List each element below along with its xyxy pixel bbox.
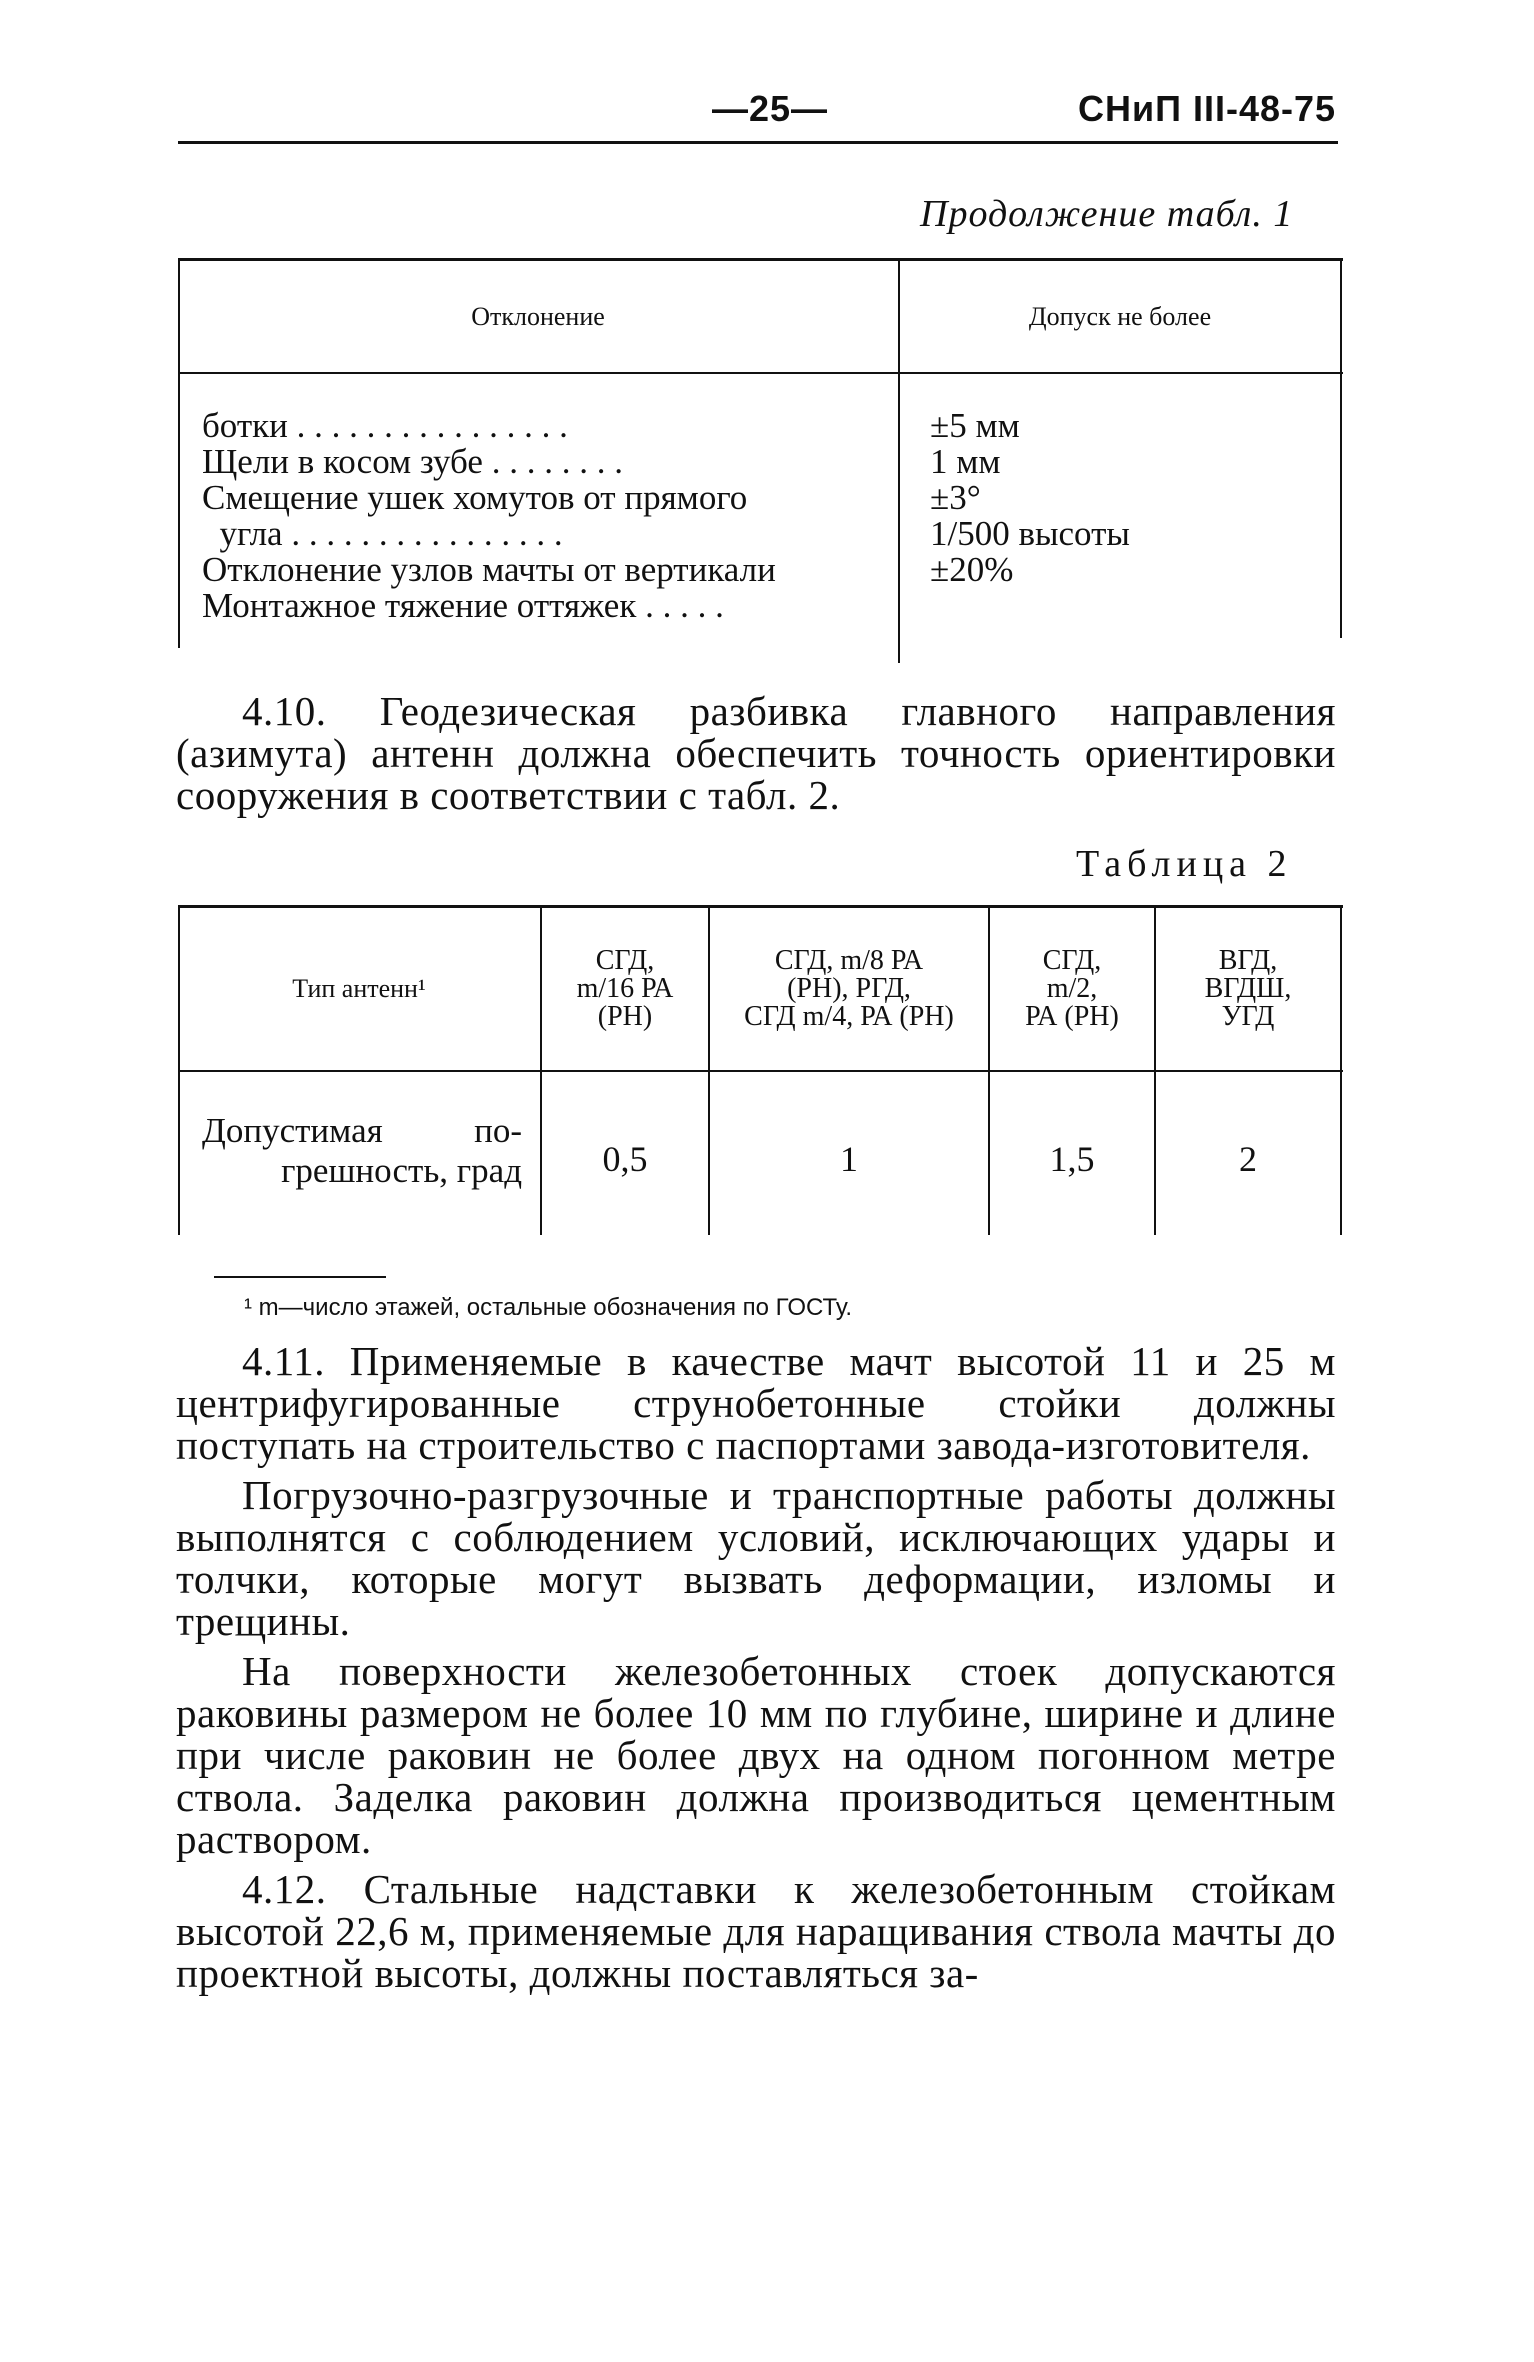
header-line: m/2,	[1046, 973, 1098, 1004]
table2-header-col1	[542, 947, 708, 1031]
header-line: СГД m/4, РА (РН)	[744, 1001, 954, 1032]
table1-row-label: Щели в косом зубе . . . . . . . .	[202, 442, 623, 481]
section-4-11	[176, 1340, 1336, 1994]
table2-header-col2	[710, 947, 988, 1031]
table2-caption: Таблица 2	[1076, 843, 1293, 885]
header-line: ВГД,	[1218, 945, 1278, 976]
table1-row-value: ±3°	[930, 478, 981, 517]
table2-value: 1,5	[1049, 1139, 1095, 1179]
table1-row-label: угла . . . . . . . . . . . . . . . .	[202, 514, 563, 553]
table2	[178, 905, 1343, 1235]
table2-header-col4	[1156, 947, 1340, 1031]
header-line: УГД	[1221, 1001, 1275, 1032]
row-label-line: Допустимая по-	[202, 1111, 522, 1150]
table1-col2-header: Допуск не более	[1028, 302, 1212, 331]
paragraph: 4.12. Стальные надставки к железобетонным стойкам высотой 22,6 м, применяемые для наращивания ствола мачты до проектной высоты, должны поставляться за-	[176, 1866, 1336, 1996]
header-rule	[178, 141, 1338, 144]
table1-row-label: ботки . . . . . . . . . . . . . . . .	[202, 406, 568, 445]
table1-body	[202, 408, 776, 624]
table1	[178, 258, 1343, 658]
table2-header-type: Тип антенн¹	[292, 974, 426, 1003]
table1-caption: Продолжение табл. 1	[920, 193, 1294, 235]
table1-row-label: Смещение ушек хомутов от прямого	[202, 478, 748, 517]
table2-value: 0,5	[602, 1139, 648, 1179]
table2-left-border	[178, 905, 180, 1235]
header-line: (РН), РГД,	[787, 973, 911, 1004]
table1-row-label: Отклонение узлов мачты от вертикали	[202, 550, 776, 589]
table2-header-col3	[990, 947, 1154, 1031]
header-line: (РН)	[597, 1001, 653, 1032]
page-number: —25—	[712, 88, 829, 129]
header-line: m/16 РА	[576, 973, 674, 1004]
paragraph: На поверхности железобетонных стоек допускаются раковины размером не более 10 мм по глубине, ширине и длине при числе раковин не более двух на одном погонном метре ствола. Заделка раковин должна производиться цементным раствором.	[176, 1648, 1336, 1862]
header-line: СГД, m/8 РА	[774, 945, 924, 976]
row-label-line: грешность, град	[281, 1151, 522, 1190]
header-line: СГД,	[1042, 945, 1102, 976]
table2-value: 1	[840, 1139, 858, 1179]
table1-col1-header: Отклонение	[471, 302, 605, 331]
table1-head-rule	[178, 372, 1343, 374]
document-code: СНиП III-48-75	[1078, 88, 1337, 129]
footnote-rule	[214, 1276, 386, 1278]
table1-right-border	[1340, 258, 1342, 638]
table2-head-rule	[178, 1070, 1343, 1072]
table1-top-rule	[178, 258, 1343, 261]
paragraph: Погрузочно-разгрузочные и транспортные работы должны выполнятся с соблюдением условий, исключающих удары и толчки, которые могут вызвать деформации, изломы и трещины.	[176, 1472, 1336, 1644]
table2-top-rule	[178, 905, 1343, 908]
header-line: СГД,	[595, 945, 655, 976]
header-line: ВГДШ,	[1204, 973, 1292, 1004]
paragraph: 4.11. Применяемые в качестве мачт высотой 11 и 25 м центрифугированные струнобетонные стойки должны поступать на строительство с паспортами завода-изготовителя.	[176, 1338, 1336, 1468]
table1-row-value: ±20%	[930, 550, 1014, 589]
table2-right-border	[1340, 905, 1342, 1235]
table2-row-label	[202, 1111, 522, 1191]
paragraph: 4.10. Геодезическая разбивка главного направления (азимута) антенн должна обеспечить точность ориентировки сооружения в соответствии с табл. 2.	[176, 688, 1336, 818]
table1-row-value: ±5 мм	[930, 406, 1020, 445]
footnote: ¹ m—число этажей, остальные обозначения по ГОСТу.	[244, 1294, 853, 1321]
table1-values	[930, 408, 1130, 588]
table1-row-label: Монтажное тяжение оттяжек . . . . .	[202, 586, 724, 625]
header-line: РА (РН)	[1025, 1001, 1119, 1032]
table2-value: 2	[1239, 1139, 1257, 1179]
section-4-10	[176, 690, 1336, 816]
table1-row-value: 1 мм	[930, 442, 1001, 481]
table1-row-value: 1/500 высоты	[930, 514, 1130, 553]
